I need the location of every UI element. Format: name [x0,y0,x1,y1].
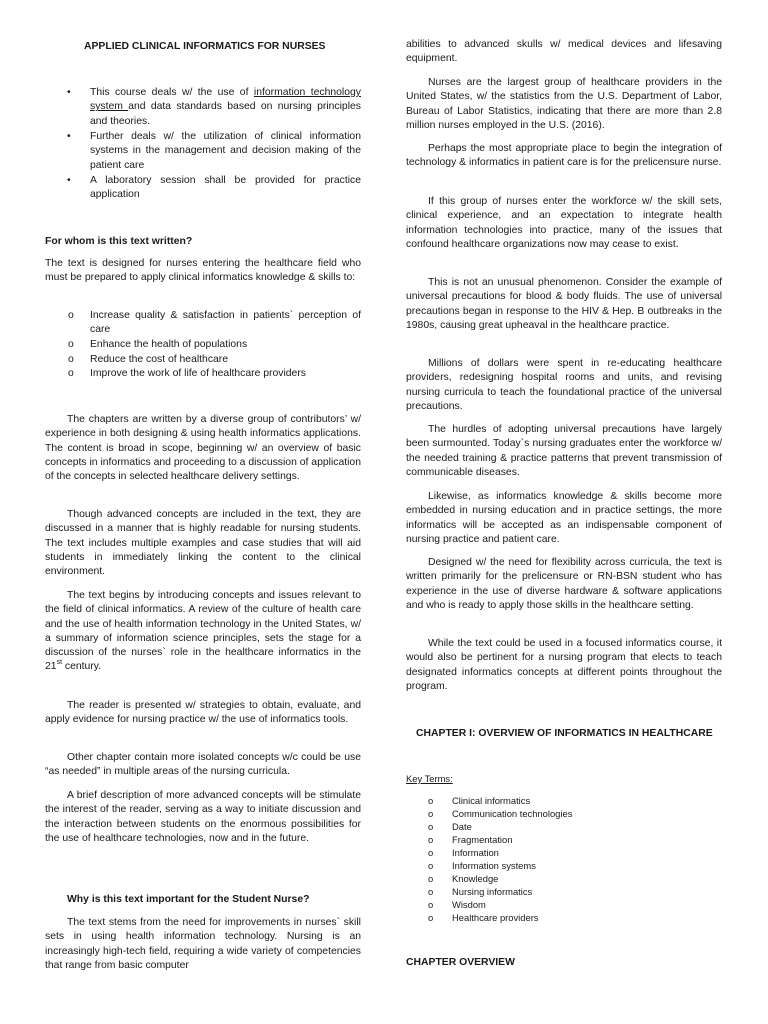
list-item [428,859,712,872]
paragraph: The chapters are written by a diverse group of contributors’ w/ experience in both designing & using health informatics applications. The content is broad in scope, beginning w/ an overview of basic concepts in informatics and proceeding to a discussion of application of the concepts in selected healthcare delivery settings. [45,414,361,483]
key-terms-list [428,794,712,924]
circle-marker: o [428,795,434,806]
circle-marker: o [68,353,74,365]
list-item [428,911,712,924]
circle-marker: o [428,899,434,910]
key-term: Clinical informatics [452,795,531,806]
circle-marker: o [428,834,434,845]
paragraph: The text stems from the need for improvements in nurses` skill sets in using health information technology. Nursing is an increasingly high-tech field, requiring a wide variety of competencies that range from basic computer [45,917,361,971]
paragraph [45,589,361,675]
paragraph: Likewise, as informatics knowledge & skills become more embedded in nursing education and in practice settings, the more informatics will be accepted as an indispensable component of nursing practice and patient care. [406,491,722,545]
list-item [428,794,712,807]
key-term: Information [452,847,499,858]
circle-marker: o [428,847,434,858]
bullet-marker: • [67,175,71,186]
document-title: APPLIED CLINICAL INFORMATICS FOR NURSES [84,41,326,52]
list-item-text: Reduce the cost of healthcare [90,353,229,365]
list-item [428,872,712,885]
paragraph: A brief description of more advanced concepts will be stimulate the interest of the reader, serving as a way to initiate discussion and the interaction between students on the enormous possibilities for the use of healthcare technologies, now and in the future. [45,790,361,844]
section-heading-whom: For whom is this text written? [45,236,193,247]
bullet-marker: • [67,87,71,98]
list-item [428,833,712,846]
list-item [428,885,712,898]
paragraph-text: The text begins by introducing concepts and issues relevant to the field of clinical informatics. A review of the culture of health care and the use of health information technology in the United States, w/ a summary of information science principles, sets the stage for a discussion of the nurses` role in the healthcare informatics in the 21 [45,590,361,673]
list-item [68,367,361,381]
list-item [428,898,712,911]
key-term: Communication technologies [452,808,573,819]
list-item [428,846,712,859]
list-item [68,338,361,353]
list-item-text: This course deals w/ the use of [90,87,254,98]
paragraph: Though advanced concepts are included in the text, they are discussed in a manner that is highly readable for nursing students. The text includes multiple examples and case studies that will aid students in immediately linking the content to the clinical environment. [45,509,361,578]
paragraph: Designed w/ the need for flexibility across curricula, the text is written primarily for the prelicensure or RN-BSN student who has experience in the use of diverse hardware & software applications and who is ready to apply those skills in the healthcare setting. [406,557,722,611]
key-term: Healthcare providers [452,912,539,923]
course-description-list [67,86,361,203]
key-term: Fragmentation [452,834,513,845]
paragraph: Other chapter contain more isolated concepts w/c could be use “as needed” in multiple areas of the nursing curricula. [45,752,361,778]
list-item-text: Enhance the health of populations [90,339,248,350]
circle-marker: o [68,310,74,321]
paragraph: abilities to advanced skulls w/ medical devices and lifesaving equipment. [406,39,722,65]
superscript: st [56,659,63,667]
section-heading-why: Why is this text important for the Student Nurse? [67,894,310,905]
list-item [67,86,361,130]
list-item [67,130,361,174]
circle-marker: o [428,873,434,884]
paragraph: The text is designed for nurses entering the healthcare field who must be prepared to apply clinical informatics knowledge & skills to: [45,258,361,284]
list-item-text: Improve the work of life of healthcare providers [90,368,306,379]
paragraph: The hurdles of adopting universal precautions have largely been surmounted. Today`s nursing graduates enter the workforce w/ the needed training & practice patterns that prevent transmission of communicable diseases. [406,424,722,478]
paragraph: Millions of dollars were spent in re-educating healthcare providers, redesigning hospital rooms and units, and revising nursing curricula to teach the foundational practice of the universal precautions. [406,358,722,412]
key-term: Information systems [452,860,536,871]
paragraph: While the text could be used in a focused informatics course, it would also be pertinent for a nursing program that elects to teach designated informatics concepts at different points throughout the program. [406,638,722,692]
list-item [68,309,361,338]
key-term: Knowledge [452,873,499,884]
circle-marker: o [428,886,434,897]
key-term: Date [452,821,472,832]
circle-marker: o [428,912,434,923]
list-item-text: and data standards based on nursing principles and theories. [90,101,361,127]
paragraph: The reader is presented w/ strategies to obtain, evaluate, and apply evidence for nursing practice w/ the use of informatics tools. [45,700,361,726]
paragraph: Perhaps the most appropriate place to begin the integration of technology & informatics in patient care is for the prelicensure nurse. [406,143,722,169]
key-term: Nursing informatics [452,886,533,897]
paragraph: If this group of nurses enter the workforce w/ the skill sets, clinical experience, and an expectation to integrate health information technologies into practice, many of the issues that confound healthcare organizations now may cease to exist. [406,196,722,250]
paragraph: This is not an unusual phenomenon. Consider the example of universal precautions for blood & body fluids. The use of universal precautions began in response to the HIV & Hep. B outbreaks in the 1980s, causing great upheaval in the healthcare practice. [406,277,722,331]
key-terms-label: Key Terms: [406,773,453,784]
list-item [68,353,361,368]
circle-marker: o [68,368,74,379]
circle-marker: o [428,808,434,819]
list-item [428,807,712,820]
goals-list [68,309,361,381]
list-item-text: Further deals w/ the utilization of clinical information systems in the management and decision making of the patient care [90,131,361,171]
chapter-heading: CHAPTER I: OVERVIEW OF INFORMATICS IN HEALTHCARE [416,728,713,739]
circle-marker: o [428,821,434,832]
chapter-overview-heading: CHAPTER OVERVIEW [406,957,515,968]
list-item [428,820,712,833]
list-item-text: A laboratory session shall be provided for practice application [90,175,361,201]
key-term: Wisdom [452,899,486,910]
circle-marker: o [428,860,434,871]
list-item-text: Increase quality & satisfaction in patients` perception of care [90,310,361,336]
paragraph: Nurses are the largest group of healthcare providers in the United States, w/ the statistics from the U.S. Department of Labor, Bureau of Labor Statistics, indicating that there are more than 2.8 million nurses employed in the U.S. (2016). [406,77,722,131]
circle-marker: o [68,339,74,350]
list-item [67,174,361,203]
bullet-marker: • [67,131,71,142]
paragraph-text: century. [64,661,102,673]
information-technology-link[interactable]: information technology system [90,87,361,113]
